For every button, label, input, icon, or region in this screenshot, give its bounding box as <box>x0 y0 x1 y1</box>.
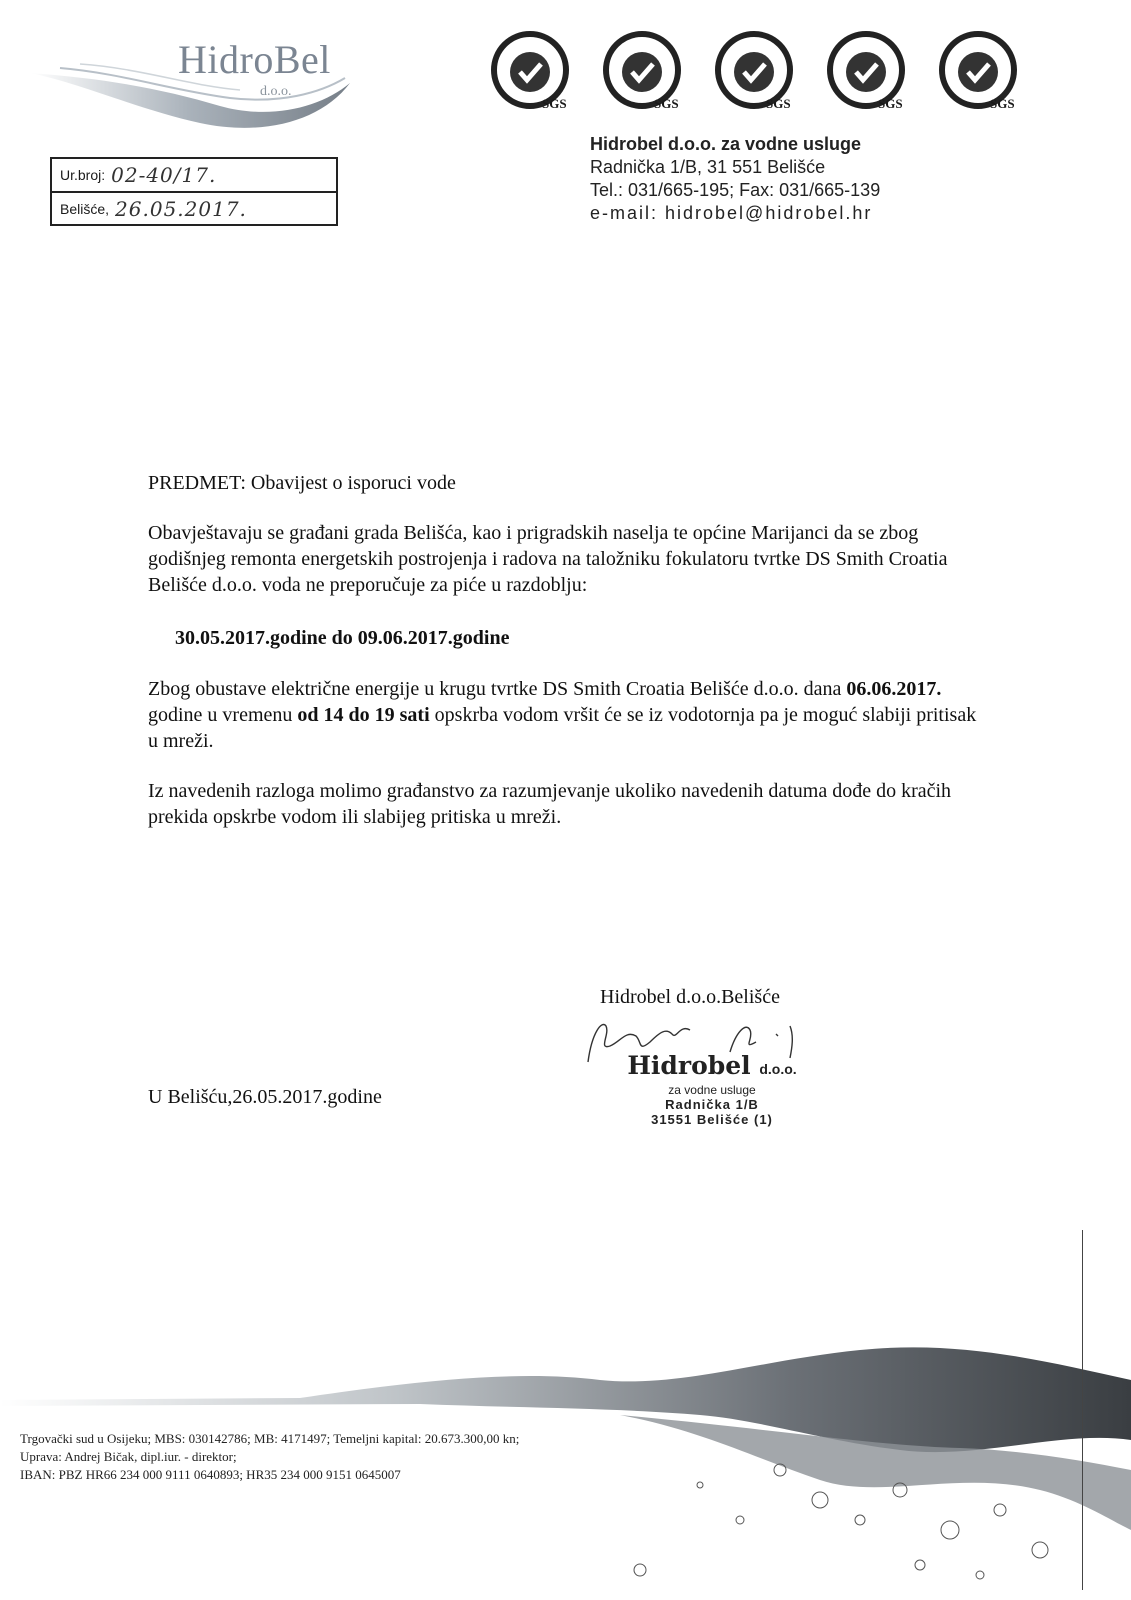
company-address: Radnička 1/B, 31 551 Belišće <box>590 157 826 177</box>
logo-name: HidroBel <box>178 37 331 82</box>
sgs-label: SGS <box>878 96 903 111</box>
reference-number-label: Ur.broj: <box>60 167 106 183</box>
footer-line-3: IBAN: PBZ HR66 234 000 9111 0640893; HR35 234 000 9151 0645007 <box>20 1467 401 1482</box>
reference-date-label: Belišće, <box>60 201 110 217</box>
company-stamp <box>612 1052 812 1127</box>
paragraph-2-text-a: Zbog obustave električne energije u krugu tvrtke DS Smith Croatia Belišće d.o.o. dana <box>148 678 847 700</box>
paragraph-2-text-b: godine u vremenu <box>148 704 298 726</box>
paragraph-2-date: 06.06.2017. <box>846 678 942 700</box>
letter-paragraph-3: Iz navedenih razloga molimo građanstvo za razumjevanje ukoliko navedenih datuma dođe do kračih prekida opskrbe vodom ili slabijeg pritiska u mreži. <box>148 780 952 828</box>
sgs-label: SGS <box>654 96 679 111</box>
sgs-seal-icon <box>714 30 804 125</box>
sgs-seal-icon <box>602 30 692 125</box>
logo-suffix: d.o.o. <box>260 84 292 99</box>
reference-number-value: 02-40/17. <box>111 163 217 187</box>
company-email: e-mail: hidrobel@hidrobel.hr <box>590 203 873 223</box>
reference-date-row <box>52 191 336 225</box>
page-edge-line <box>1082 1230 1083 1590</box>
sgs-seal-icon <box>826 30 916 125</box>
letter-signer: Hidrobel d.o.o.Belišće <box>600 986 780 1008</box>
certification-seals <box>490 30 1110 125</box>
stamp-name: Hidrobel <box>627 1051 751 1080</box>
paragraph-2-text-c: opskrba vodom vršit će se iz vodotornja pa je moguć slabiji pritisak u mreži. <box>148 704 977 752</box>
footer-info <box>20 1430 519 1484</box>
sgs-label: SGS <box>990 96 1015 111</box>
sgs-label: SGS <box>542 96 567 111</box>
letter-paragraph-2 <box>148 676 988 754</box>
sgs-seal-icon <box>938 30 1028 125</box>
stamp-line-3: 31551 Belišće (1) <box>651 1112 773 1127</box>
reference-date-value: 26.05.2017. <box>115 197 247 221</box>
footer-line-2: Uprava: Andrej Bičak, dipl.iur. - direktor; <box>20 1449 237 1464</box>
stamp-line-1: za vodne usluge <box>668 1083 756 1097</box>
company-name: Hidrobel d.o.o. za vodne usluge <box>590 134 862 154</box>
sgs-seal-icon <box>490 30 580 125</box>
stamp-suffix: d.o.o. <box>759 1061 797 1077</box>
reference-number-row <box>52 159 336 191</box>
footer-line-1: Trgovački sud u Osijeku; MBS: 030142786; MB: 4171497; Temeljni kapital: 20.673.300,00 kn; <box>20 1431 520 1446</box>
stamp-line-2: Radnička 1/B <box>665 1097 759 1112</box>
reference-box <box>50 157 338 226</box>
company-info <box>590 133 880 225</box>
letter-place-date: U Belišću,26.05.2017.godine <box>148 1086 382 1108</box>
paragraph-2-time: od 14 do 19 sati <box>297 704 430 726</box>
company-phone: Tel.: 031/665-195; Fax: 031/665-139 <box>590 180 881 200</box>
letter-paragraph-1: Obavještavaju se građani grada Belišća, kao i prigradskih naselja te općine Marijanci da se zbog godišnjeg remonta energetskih postrojenja i radova na taložniku fokulatoru tvrtke DS Smith Croatia Belišće d.o.o. voda ne preporučuje za piće u razdoblju: <box>148 522 948 596</box>
sgs-label: SGS <box>766 96 791 111</box>
company-logo <box>20 28 360 138</box>
letter-period: 30.05.2017.godine do 09.06.2017.godine <box>175 627 510 649</box>
letter-subject: PREDMET: Obavijest o isporuci vode <box>148 472 456 494</box>
